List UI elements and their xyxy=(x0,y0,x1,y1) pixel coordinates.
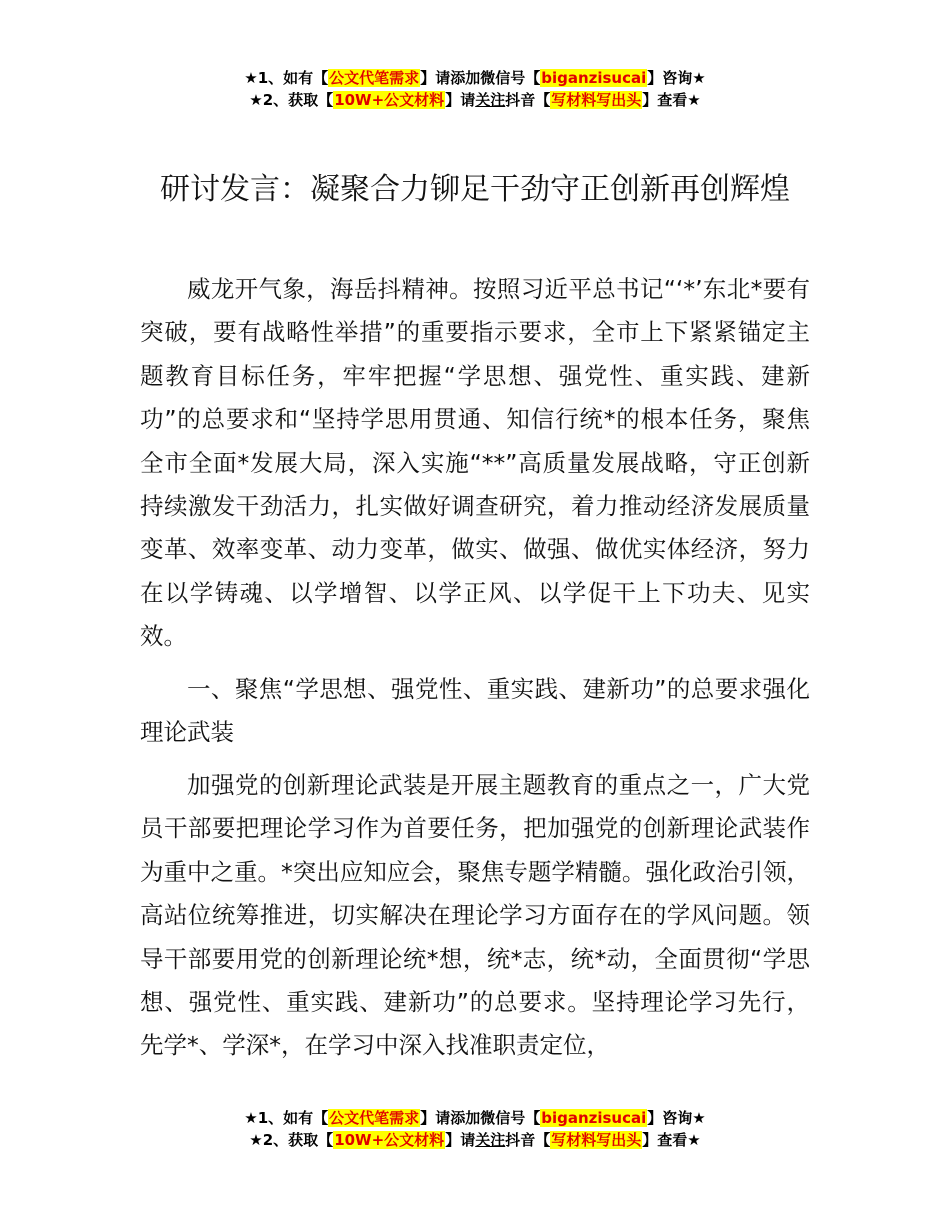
douyin-id-highlight: 写材料写出头 xyxy=(551,91,642,109)
promo-text: 】查看★ xyxy=(642,1131,701,1149)
promo-text: ★2、获取【 xyxy=(249,91,334,109)
promo-text: ★1、如有【 xyxy=(244,69,329,87)
promo-text: 】请 xyxy=(445,1131,476,1149)
paragraph-theory: 加强党的创新理论武装是开展主题教育的重点之一，广大党员干部要把理论学习作为首要任务，把加强党的创新理论武装作为重中之重。*突出应知应会，聚焦专题学精髓。强化政治引领，高站位统筹推进，切实解决在理论学习方面存在的学风问题。领导干部要用党的创新理论统*想，统*志，统*动，全面贯彻“学思想、强党性、重实践、建新功”的总要求。坚持理论学习先行，先学*、学深*，在学习中深入找准职责定位， xyxy=(140,771,810,1060)
promo-highlight: 公文代笔需求 xyxy=(329,1109,420,1127)
douyin-id-highlight: 写材料写出头 xyxy=(551,1131,642,1149)
promo-text: 】请 xyxy=(445,91,476,109)
promo-text: 】咨询★ xyxy=(647,69,706,87)
promo-banner-bottom xyxy=(0,1107,950,1151)
wechat-id-highlight: biganzisucai xyxy=(541,69,647,87)
promo-text: 抖音【 xyxy=(505,91,551,109)
document-title: 研讨发言：凝聚合力铆足干劲守正创新再创辉煌 xyxy=(160,172,790,207)
promo-underlined: 关注 xyxy=(475,1131,506,1149)
promo-underlined: 关注 xyxy=(475,91,506,109)
promo-text: 】咨询★ xyxy=(647,1109,706,1127)
promo-line-1 xyxy=(0,67,950,89)
paragraph-intro: 威龙开气象，海岳抖精神。按照习近平总书记“‘*’东北*要有突破，要有战略性举措”的重要指示要求，全市上下紧紧锚定主题教育目标任务，牢牢把握“学思想、强党性、重实践、建新功”的总要求和“坚持学思用贯通、知信行统*的根本任务，聚焦全市全面*发展大局，深入实施“**”高质量发展战略，守正创新持续激发干劲活力，扎实做好调查研究，着力推动经济发展质量变革、效率变革、动力变革，做实、做强、做优实体经济，努力在以学铸魂、以学增智、以学正风、以学促干上下功夫、见实效。 xyxy=(140,275,810,651)
wechat-id-highlight: biganzisucai xyxy=(541,1109,647,1127)
promo-text: ★1、如有【 xyxy=(244,1109,329,1127)
promo-text: 】请添加微信号【 xyxy=(420,69,541,87)
body-section-3 xyxy=(140,764,810,1068)
promo-banner-top xyxy=(0,67,950,111)
section-heading-1: 一、聚焦“学思想、强党性、重实践、建新功”的总要求强化理论武装 xyxy=(140,675,810,747)
promo-text: ★2、获取【 xyxy=(249,1131,334,1149)
promo-line-2 xyxy=(0,1129,950,1151)
promo-text: 】查看★ xyxy=(642,91,701,109)
promo-highlight: 公文代笔需求 xyxy=(329,69,420,87)
promo-highlight: 10W+公文材料 xyxy=(334,91,445,109)
promo-highlight: 10W+公文材料 xyxy=(334,1131,445,1149)
promo-text: 抖音【 xyxy=(505,1131,551,1149)
body-section-2 xyxy=(140,668,810,755)
body-section-1 xyxy=(140,268,810,659)
promo-text: 】请添加微信号【 xyxy=(420,1109,541,1127)
promo-line-1 xyxy=(0,1107,950,1129)
promo-line-2 xyxy=(0,89,950,111)
